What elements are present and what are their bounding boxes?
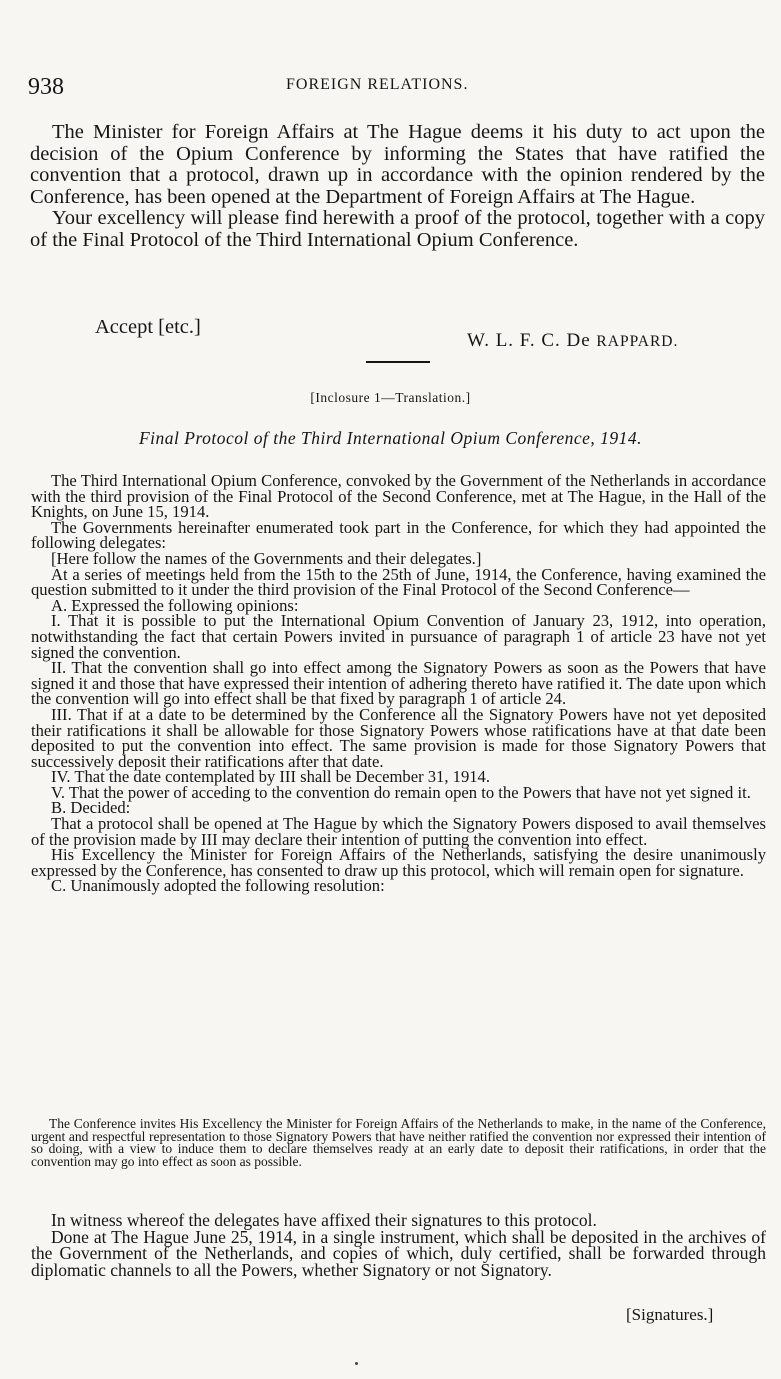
letter-paragraph-1: The Minister for Foreign Affairs at The Hague deems it his duty to act upon the decision of the Opium Conference by informing the States that have ratified the convention that a protocol, drawn up in accordance with the opinion rendered by the Conference, has been opened at the Department of Foreign Affairs at The Hague. [30, 121, 765, 208]
signatures-note: [Signatures.] [626, 1305, 714, 1324]
protocol-paragraph: His Excellency the Minister for Foreign Affairs of the Netherlands, satisfying the desire unanimously expressed by the Conference, has consented to draw up this protocol, which will remain open for signature. [31, 845, 766, 880]
protocol-closing [31, 1212, 766, 1278]
running-head: FOREIGN RELATIONS. [286, 76, 469, 93]
protocol-paragraph: C. Unanimously adopted the following resolution: [51, 876, 385, 896]
protocol-paragraph: [Here follow the names of the Governments and their delegates.] [51, 548, 482, 568]
signature-initials: W. L. F. C. De [467, 330, 591, 351]
protocol-paragraph: The Governments hereinafter enumerated took part in the Conference, for which they had appointed the following delegates: [31, 517, 766, 553]
section-divider [366, 361, 430, 363]
enclosure-title: Final Protocol of the Third International Opium Conference, 1914. [138, 428, 642, 448]
protocol-paragraph: IV. That the date contemplated by III shall be December 31, 1914. [51, 767, 490, 787]
witness-paragraph: In witness whereof the delegates have affixed their signatures to this protocol. [51, 1210, 597, 1230]
page-header [28, 74, 758, 104]
signature-surname: RAPPARD. [596, 333, 679, 350]
protocol-paragraph: A. Expressed the following opinions: [51, 595, 299, 615]
protocol-body [31, 473, 766, 894]
letter-signature [467, 330, 678, 352]
page-number: 938 [28, 74, 64, 100]
letter-body [30, 122, 765, 251]
resolution-text [31, 1118, 766, 1168]
protocol-paragraph: B. Decided: [51, 798, 131, 818]
letter-paragraph-2: Your excellency will please find herewith a proof of the protocol, together with a copy of the Final Protocol of the Third International Opium Conference. [30, 207, 765, 251]
protocol-paragraph: V. That the power of acceding to the convention do remain open to the Powers that have not yet signed it. [51, 782, 751, 802]
letter-closing: Accept [etc.] [95, 316, 201, 338]
resolution-paragraph: The Conference invites His Excellency the Minister for Foreign Affairs of the Netherlands to make, in the name of the Conference, urgent and respectful representation to those Signatory Powers that have neither ratified the convention nor expressed their intention of so doing, with a view to induce them to declare themselves ready at an early date to deposit their ratifications, in order that the convention may go into effect as soon as possible. [31, 1116, 766, 1169]
protocol-paragraph: II. That the convention shall go into effect among the Signatory Powers as soon as the Powers that have signed it and those that have expressed their intention of adhering thereto have ratified it. The date upon which the convention will go into effect shall be that fixed by paragraph 1 of article 24. [31, 658, 766, 709]
enclosure-label: [Inclosure 1—Translation.] [310, 390, 471, 405]
protocol-paragraph: III. That if at a date to be determined by the Conference all the Signatory Powers have not yet deposited their ratifications it shall be allowable for those Signatory Powers whose ratifications have at that date been deposited to put the convention into effect. The same provision is made for those Signatory Powers that successively deposit their ratifications after that date. [31, 704, 766, 771]
protocol-paragraph: I. That it is possible to put the International Opium Convention of January 23, 1912, into operation, notwithstanding the fact that certain Powers invited in pursuance of paragraph 1 of article 23 have not yet signed the convention. [31, 611, 766, 662]
done-paragraph: Done at The Hague June 25, 1914, in a single instrument, which shall be deposited in the archives of the Government of the Netherlands, and copies of which, duly certified, shall be forwarded through diplomatic channels to all the Powers, whether Signatory or not Signatory. [31, 1226, 766, 1280]
protocol-paragraph: That a protocol shall be opened at The Hague by which the Signatory Powers disposed to avail themselves of the provision made by III may declare their intention of putting the convention into effect. [31, 814, 766, 849]
protocol-paragraph: At a series of meetings held from the 15th to the 25th of June, 1914, the Conference, having examined the question submitted to it under the third provision of the Final Protocol of the Second Conference— [31, 564, 766, 600]
print-speck [355, 1362, 358, 1365]
protocol-paragraph: The Third International Opium Conference, convoked by the Government of the Netherlands in accordance with the third provision of the Final Protocol of the Second Conference, met at The Hague, in the Hall of the Knights, on June 15, 1914. [31, 471, 766, 522]
